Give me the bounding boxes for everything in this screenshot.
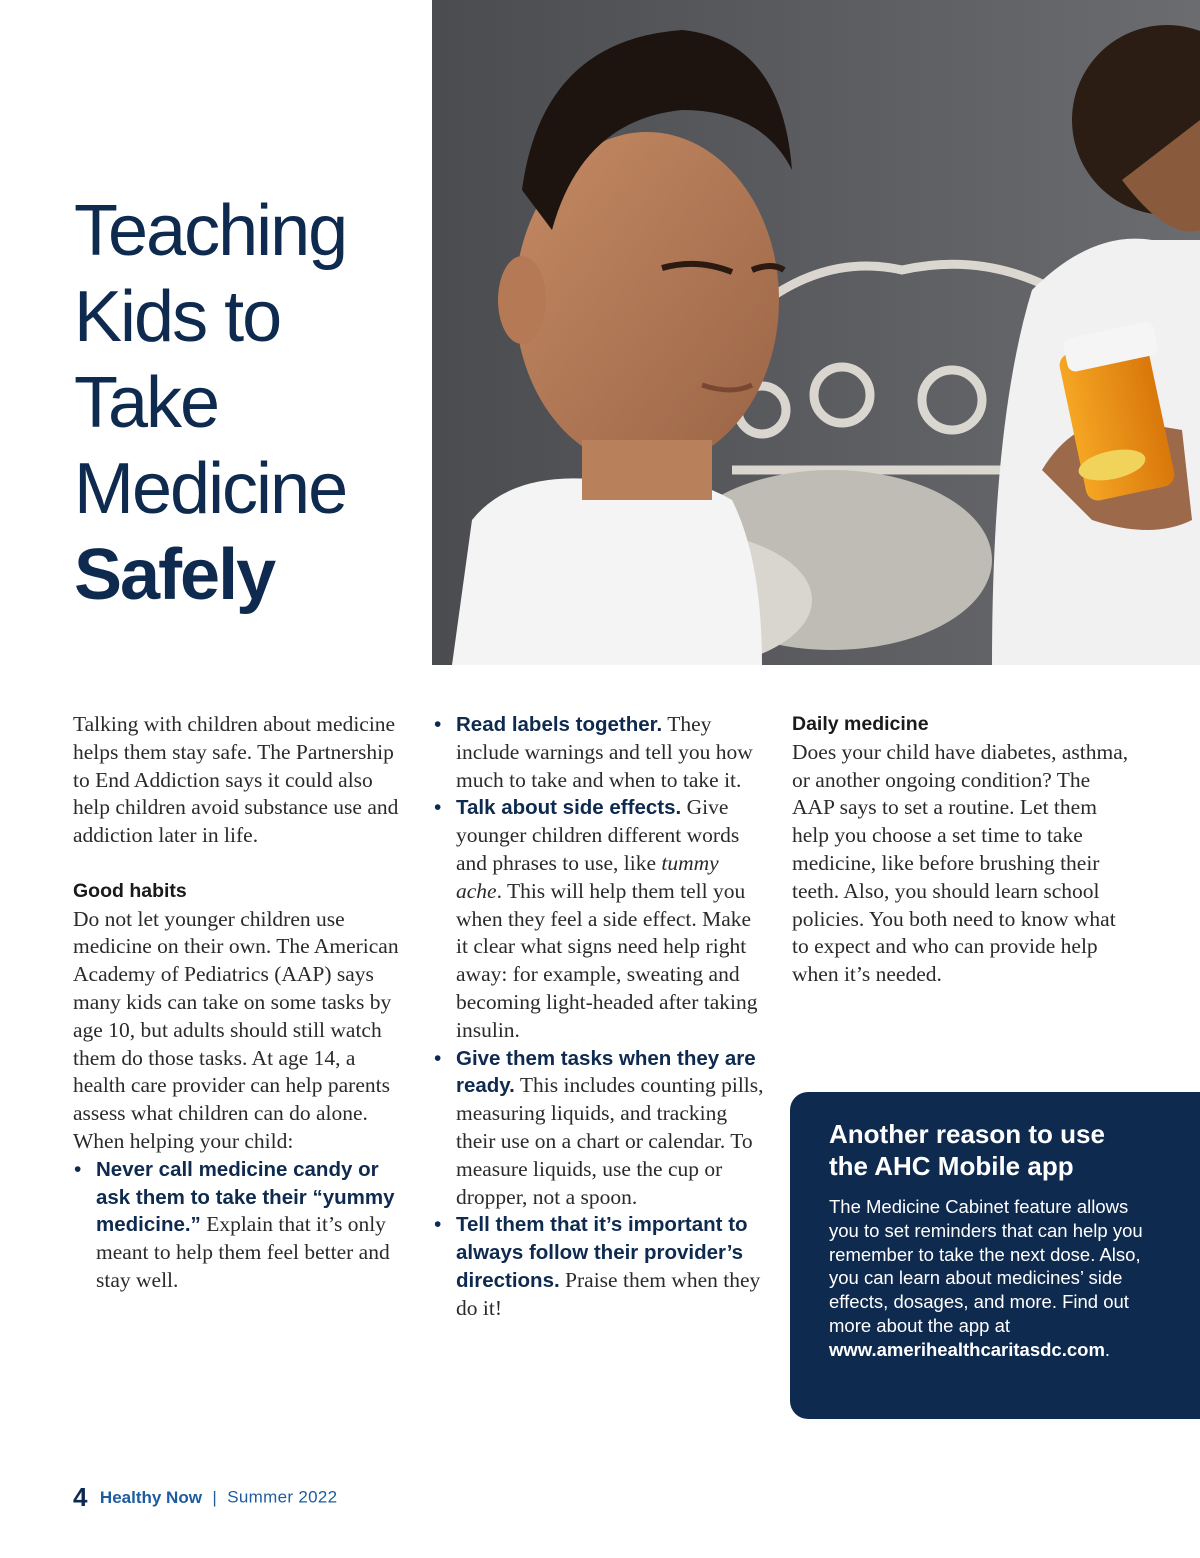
tip-text: This includes counting pills, measuring liquids, and tracking their use on a chart or calendar. To measure liquids, use the cup or dropper, not a spoon. bbox=[456, 1073, 764, 1209]
tip-text: Explain that it’s only meant to help them feel better and stay well. bbox=[96, 1212, 390, 1292]
app-callout-body bbox=[829, 1195, 1149, 1362]
page-number: 4 bbox=[73, 1482, 88, 1512]
title-line: Kids to bbox=[74, 277, 281, 357]
photo-boy-with-medicine-bottle bbox=[432, 0, 1200, 665]
column-2 bbox=[433, 711, 768, 1323]
list-item bbox=[433, 711, 768, 794]
tip-text: They include warnings and tell you how much to take and when to take it. bbox=[456, 712, 753, 792]
app-callout-box bbox=[790, 1092, 1200, 1419]
tip-lead: Read labels together. bbox=[456, 713, 663, 736]
app-callout-content bbox=[829, 1118, 1149, 1362]
tip-lead: Tell them that it’s important to always follow their provider’s directions. bbox=[456, 1213, 748, 1292]
page-title bbox=[74, 188, 414, 618]
tip-text: Praise them when they do it! bbox=[456, 1267, 761, 1320]
publication-name: Healthy Now bbox=[99, 1487, 202, 1507]
section-heading-daily-medicine: Daily medicine bbox=[792, 713, 929, 735]
app-callout-heading: Another reason to use the AHC Mobile app bbox=[829, 1119, 1105, 1181]
daily-medicine-paragraph: Does your child have diabetes, asthma, or another ongoing condition? The AAP says to set a routine. Let them help you choose a set time to take medicine, like before brushing their teeth. Also, you should learn school policies. You both need to know what to expect and who can provide help when it’s needed. bbox=[792, 739, 1129, 987]
hero-photo bbox=[432, 0, 1200, 665]
good-habits-paragraph: Do not let younger children use medicine on their own. The American Academy of Pediatrics (AAP) says many kids can take on some tasks by age 10, but adults should still watch them do those tasks. At age 14, a health care provider can help parents assess what children can do alone. bbox=[73, 906, 399, 1126]
tip-emphasis: tummy ache bbox=[456, 850, 719, 903]
footer-separator: | bbox=[212, 1487, 217, 1507]
page-footer bbox=[73, 1482, 337, 1513]
issue-date: Summer 2022 bbox=[227, 1487, 338, 1507]
section-heading-good-habits: Good habits bbox=[73, 879, 187, 902]
tip-text: Give younger children different words and phrases to use, like bbox=[456, 795, 740, 875]
column-1 bbox=[73, 711, 408, 1295]
title-line-emphasis: Safely bbox=[74, 535, 275, 615]
list-item bbox=[433, 1211, 768, 1322]
website-link[interactable]: www.amerihealthcaritasdc.com bbox=[829, 1338, 1105, 1360]
app-callout-end: . bbox=[1104, 1338, 1111, 1360]
good-habits-lead-in: When helping your child: bbox=[73, 1128, 294, 1153]
tips-list bbox=[433, 711, 768, 1323]
app-callout-text: The Medicine Cabinet feature allows you to set reminders that can help you remember to take the next dose. Also, you can learn about medicines’ side effects, dosages, and more. Find out more about the app at bbox=[829, 1196, 1143, 1336]
tips-list bbox=[73, 1156, 408, 1295]
tip-lead: Never call medicine candy or ask them to take their “yummy medicine.” bbox=[96, 1157, 395, 1237]
tip-lead: Give them tasks when they are ready. bbox=[456, 1046, 756, 1098]
list-item bbox=[433, 794, 768, 1044]
column-3 bbox=[792, 711, 1132, 989]
tip-text: . This will help them tell you when they feel a side effect. Make it clear what signs need help right away: for example, sweating and becoming light-headed after taking insulin. bbox=[456, 878, 758, 1042]
title-line: Take bbox=[74, 363, 219, 443]
list-item bbox=[73, 1156, 408, 1295]
title-line: Medicine bbox=[74, 449, 347, 529]
title-line: Teaching bbox=[74, 191, 347, 271]
intro-paragraph: Talking with children about medicine helps them stay safe. The Partnership to End Addiction says it could also help children avoid substance use and addiction later in life. bbox=[73, 712, 399, 848]
tip-lead: Talk about side effects. bbox=[456, 796, 682, 820]
list-item bbox=[433, 1045, 768, 1212]
